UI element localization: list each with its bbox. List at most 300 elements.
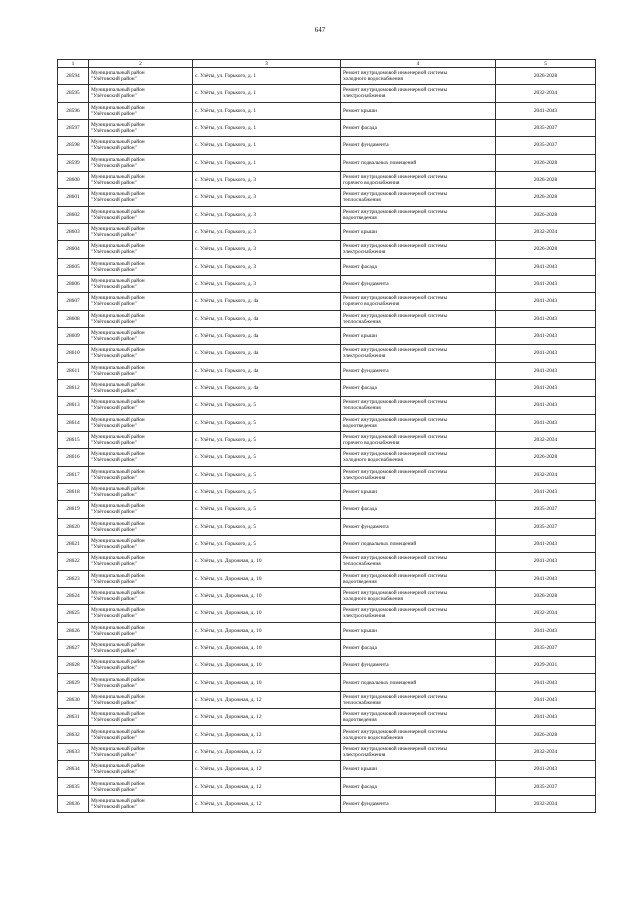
work-type-line: Ремонт подвальных помещений — [343, 679, 417, 686]
work-type-line: Ремонт подвальных помещений — [343, 541, 417, 548]
work-type-line: Ремонт фасада — [343, 506, 377, 513]
municipality-line: Муниципальный район — [91, 641, 145, 648]
address-cell: с. Улёты, ул. Горького, д. 3 — [193, 223, 341, 240]
municipality-line: "Улётовский район" — [91, 110, 137, 117]
row-number-cell: 28605 — [58, 258, 89, 275]
table-row — [58, 605, 596, 622]
address-cell: с. Улёты, ул. Горького, д. 4а — [193, 293, 341, 310]
work-type-line: Ремонт внутридомовой инженерной системы — [343, 693, 448, 700]
municipality-cell — [89, 189, 193, 206]
table-row — [58, 171, 596, 188]
work-type-line: электроснабжения — [343, 93, 386, 100]
work-type-cell — [341, 761, 496, 778]
municipality-line: Муниципальный район — [91, 312, 145, 319]
work-type-line: Ремонт подвальных помещений — [343, 159, 417, 166]
period-cell: 2041-2043 — [496, 397, 596, 414]
municipality-line: Муниципальный район — [91, 676, 145, 683]
address-cell: с. Улёты, ул. Дорожная, д. 12 — [193, 761, 341, 778]
municipality-line: "Улётовский район" — [91, 699, 137, 706]
work-type-line: теплоснабжения — [343, 405, 381, 412]
municipality-cell — [89, 518, 193, 535]
work-type-cell — [341, 119, 496, 136]
municipality-cell — [89, 726, 193, 743]
row-number-cell: 28626 — [58, 622, 89, 639]
address-cell: с. Улёты, ул. Дорожная, д. 12 — [193, 778, 341, 795]
municipality-line: Муниципальный район — [91, 278, 145, 285]
municipality-line: "Улётовский район" — [91, 370, 137, 377]
municipality-line: "Улётовский район" — [91, 266, 137, 273]
work-type-line: водоотведения — [343, 717, 377, 724]
municipality-cell — [89, 171, 193, 188]
municipality-line: "Улётовский район" — [91, 751, 137, 758]
work-type-cell — [341, 657, 496, 674]
period-cell: 2041-2043 — [496, 258, 596, 275]
municipality-line: "Улётовский район" — [91, 457, 137, 464]
table-row — [58, 85, 596, 102]
municipality-cell — [89, 449, 193, 466]
address-cell: с. Улёты, ул. Дорожная, д. 10 — [193, 605, 341, 622]
address-cell: с. Улёты, ул. Горького, д. 5 — [193, 397, 341, 414]
municipality-line: "Улётовский район" — [91, 301, 137, 308]
work-type-line: теплоснабжения — [343, 197, 381, 204]
table-row — [58, 275, 596, 292]
work-type-cell — [341, 154, 496, 171]
work-type-line: Ремонт внутридомовой инженерной системы — [343, 208, 448, 215]
municipality-line: "Улётовский район" — [91, 284, 137, 291]
address-cell: с. Улёты, ул. Горького, д. 3 — [193, 189, 341, 206]
table-row — [58, 241, 596, 258]
table-row — [58, 501, 596, 518]
work-type-line: Ремонт фасада — [343, 263, 377, 270]
table-row — [58, 535, 596, 552]
municipality-line: "Улётовский район" — [91, 526, 137, 533]
work-type-line: Ремонт внутридомовой инженерной системы — [343, 70, 448, 77]
row-number-cell: 28614 — [58, 414, 89, 431]
work-type-cell — [341, 743, 496, 760]
work-type-line: Ремонт внутридомовой инженерной системы — [343, 434, 448, 441]
header-cell-5: 5 — [496, 60, 596, 68]
municipality-line: "Улётовский район" — [91, 76, 137, 83]
municipality-cell — [89, 223, 193, 240]
municipality-line: "Улётовский район" — [91, 544, 137, 551]
row-number-cell: 28611 — [58, 362, 89, 379]
work-type-cell — [341, 258, 496, 275]
address-cell: с. Улёты, ул. Горького, д. 4а — [193, 345, 341, 362]
municipality-line: "Улётовский район" — [91, 336, 137, 343]
municipality-line: "Улётовский район" — [91, 561, 137, 568]
repair-schedule-table — [57, 59, 596, 813]
work-type-cell — [341, 362, 496, 379]
address-cell: с. Улёты, ул. Горького, д. 4а — [193, 310, 341, 327]
period-cell: 2032-2034 — [496, 743, 596, 760]
municipality-cell — [89, 483, 193, 500]
row-number-cell: 28603 — [58, 223, 89, 240]
table-row — [58, 345, 596, 362]
work-type-line: Ремонт фасада — [343, 385, 377, 392]
municipality-line: Муниципальный район — [91, 659, 145, 666]
row-number-cell: 28615 — [58, 431, 89, 448]
municipality-line: "Улётовский район" — [91, 353, 137, 360]
work-type-line: Ремонт крыши — [343, 333, 377, 340]
municipality-cell — [89, 709, 193, 726]
work-type-line: электроснабжения — [343, 613, 386, 620]
table-row — [58, 709, 596, 726]
municipality-cell — [89, 241, 193, 258]
table-row — [58, 310, 596, 327]
municipality-line: "Улётовский район" — [91, 474, 137, 481]
work-type-cell — [341, 275, 496, 292]
work-type-line: горячего водоснабжения — [343, 180, 400, 187]
work-type-cell — [341, 466, 496, 483]
work-type-line: электроснабжения — [343, 751, 386, 758]
period-cell: 2041-2043 — [496, 553, 596, 570]
work-type-cell — [341, 379, 496, 396]
municipality-line: Муниципальный район — [91, 590, 145, 596]
municipality-line: Муниципальный район — [91, 260, 145, 267]
municipality-cell — [89, 639, 193, 656]
municipality-line: Муниципальный район — [91, 208, 145, 215]
table-row — [58, 518, 596, 535]
municipality-line: "Улётовский район" — [91, 578, 137, 585]
work-type-cell — [341, 778, 496, 795]
table-row — [58, 223, 596, 240]
period-cell: 2041-2043 — [496, 275, 596, 292]
municipality-line: "Улётовский район" — [91, 734, 137, 741]
work-type-line: теплоснабжения — [343, 699, 381, 706]
row-number-cell: 28619 — [58, 501, 89, 518]
address-cell: с. Улёты, ул. Горького, д. 3 — [193, 206, 341, 223]
table-row — [58, 327, 596, 344]
work-type-cell — [341, 171, 496, 188]
address-cell: с. Улёты, ул. Горького, д. 3 — [193, 258, 341, 275]
municipality-line: "Улётовский район" — [91, 180, 137, 187]
municipality-line: Муниципальный район — [91, 451, 145, 458]
work-type-line: Ремонт крыши — [343, 229, 377, 236]
municipality-cell — [89, 466, 193, 483]
work-type-line: холодного водоснабжения — [343, 734, 403, 741]
work-type-line: водоотведения — [343, 578, 377, 585]
address-cell: с. Улёты, ул. Горького, д. 1 — [193, 154, 341, 171]
row-number-cell: 28597 — [58, 119, 89, 136]
work-type-line: холодного водоснабжения — [343, 457, 403, 464]
table-row — [58, 483, 596, 500]
row-number-cell: 28618 — [58, 483, 89, 500]
address-cell: с. Улёты, ул. Дорожная, д. 12 — [193, 726, 341, 743]
period-cell: 2026-2028 — [496, 206, 596, 223]
row-number-cell: 28622 — [58, 553, 89, 570]
work-type-cell — [341, 501, 496, 518]
municipality-cell — [89, 258, 193, 275]
table-row — [58, 68, 596, 85]
work-type-cell — [341, 431, 496, 448]
work-type-cell — [341, 449, 496, 466]
work-type-line: Ремонт фундамента — [343, 367, 389, 374]
work-type-line: водоотведения — [343, 422, 377, 429]
work-type-cell — [341, 483, 496, 500]
municipality-cell — [89, 102, 193, 119]
work-type-line: Ремонт фундамента — [343, 142, 389, 149]
municipality-cell — [89, 293, 193, 310]
municipality-line: Муниципальный район — [91, 295, 145, 302]
period-cell: 2041-2043 — [496, 293, 596, 310]
municipality-line: "Улётовский район" — [91, 596, 137, 602]
work-type-cell — [341, 206, 496, 223]
work-type-cell — [341, 85, 496, 102]
municipality-cell — [89, 691, 193, 708]
work-type-line: Ремонт фундамента — [343, 523, 389, 530]
row-number-cell: 28627 — [58, 639, 89, 656]
municipality-line: "Улётовский район" — [91, 717, 137, 724]
address-cell: с. Улёты, ул. Дорожная, д. 12 — [193, 795, 341, 812]
header-cell-2: 2 — [89, 60, 193, 68]
work-type-cell — [341, 293, 496, 310]
municipality-cell — [89, 275, 193, 292]
row-number-cell: 28594 — [58, 68, 89, 85]
work-type-cell — [341, 553, 496, 570]
work-type-line: Ремонт внутридомовой инженерной системы — [343, 745, 448, 752]
row-number-cell: 28598 — [58, 137, 89, 154]
address-cell: с. Улёты, ул. Горького, д. 5 — [193, 449, 341, 466]
page-number: 647 — [314, 26, 326, 34]
period-cell: 2032-2034 — [496, 605, 596, 622]
address-cell: с. Улёты, ул. Дорожная, д. 12 — [193, 743, 341, 760]
work-type-line: электроснабжения — [343, 353, 386, 360]
address-cell: с. Улёты, ул. Дорожная, д. 10 — [193, 570, 341, 587]
row-number-cell: 28604 — [58, 241, 89, 258]
municipality-cell — [89, 85, 193, 102]
municipality-cell — [89, 587, 193, 604]
address-cell: с. Улёты, ул. Дорожная, д. 10 — [193, 622, 341, 639]
table-row — [58, 795, 596, 812]
municipality-line: Муниципальный район — [91, 226, 145, 233]
municipality-line: Муниципальный район — [91, 382, 145, 389]
municipality-line: "Улётовский район" — [91, 145, 137, 152]
work-type-cell — [341, 795, 496, 812]
municipality-cell — [89, 778, 193, 795]
row-number-cell: 28599 — [58, 154, 89, 171]
municipality-cell — [89, 605, 193, 622]
municipality-line: "Улётовский район" — [91, 249, 137, 256]
table-row — [58, 206, 596, 223]
work-type-cell — [341, 68, 496, 85]
period-cell: 2041-2043 — [496, 674, 596, 691]
municipality-cell — [89, 674, 193, 691]
address-cell: с. Улёты, ул. Горького, д. 5 — [193, 518, 341, 535]
municipality-line: Муниципальный район — [91, 728, 145, 735]
work-type-line: Ремонт внутридомовой инженерной системы — [343, 347, 448, 354]
municipality-cell — [89, 137, 193, 154]
municipality-line: "Улётовский район" — [91, 440, 137, 447]
period-cell: 2026-2028 — [496, 449, 596, 466]
work-type-line: водоотведения — [343, 214, 377, 221]
address-cell: с. Улёты, ул. Горького, д. 1 — [193, 102, 341, 119]
work-type-line: Ремонт внутридомовой инженерной системы — [343, 399, 448, 406]
row-number-cell: 28616 — [58, 449, 89, 466]
row-number-cell: 28628 — [58, 657, 89, 674]
municipality-line: Муниципальный район — [91, 416, 145, 423]
row-number-cell: 28632 — [58, 726, 89, 743]
municipality-line: Муниципальный район — [91, 364, 145, 371]
work-type-line: Ремонт фасада — [343, 125, 377, 132]
address-cell: с. Улёты, ул. Горького, д. 1 — [193, 119, 341, 136]
period-cell: 2041-2043 — [496, 535, 596, 552]
municipality-line: Муниципальный район — [91, 711, 145, 718]
municipality-line: Муниципальный район — [91, 520, 145, 527]
work-type-line: Ремонт фундамента — [343, 800, 389, 807]
municipality-line: "Улётовский район" — [91, 162, 137, 169]
municipality-cell — [89, 501, 193, 518]
municipality-cell — [89, 68, 193, 85]
address-cell: с. Улёты, ул. Дорожная, д. 12 — [193, 709, 341, 726]
header-cell-4: 4 — [341, 60, 496, 68]
work-type-line: электроснабжения — [343, 249, 386, 256]
period-cell: 2035-2037 — [496, 137, 596, 154]
work-type-line: горячего водоснабжения — [343, 440, 400, 447]
address-cell: с. Улёты, ул. Горького, д. 5 — [193, 466, 341, 483]
period-cell: 2026-2028 — [496, 154, 596, 171]
address-cell: с. Улёты, ул. Горького, д. 5 — [193, 414, 341, 431]
work-type-cell — [341, 587, 496, 604]
row-number-cell: 28612 — [58, 379, 89, 396]
period-cell: 2035-2037 — [496, 119, 596, 136]
work-type-cell — [341, 102, 496, 119]
address-cell: с. Улёты, ул. Горького, д. 5 — [193, 501, 341, 518]
row-number-cell: 28596 — [58, 102, 89, 119]
address-cell: с. Улёты, ул. Горького, д. 4а — [193, 379, 341, 396]
municipality-line: Муниципальный район — [91, 104, 145, 111]
municipality-line: "Улётовский район" — [91, 613, 137, 620]
municipality-line: Муниципальный район — [91, 243, 145, 250]
period-cell: 2041-2043 — [496, 691, 596, 708]
municipality-line: "Улётовский район" — [91, 665, 137, 672]
work-type-line: Ремонт внутридомовой инженерной системы — [343, 243, 448, 250]
municipality-line: "Улётовский район" — [91, 214, 137, 221]
address-cell: с. Улёты, ул. Дорожная, д. 12 — [193, 691, 341, 708]
period-cell: 2041-2043 — [496, 362, 596, 379]
work-type-line: Ремонт внутридомовой инженерной системы — [343, 728, 448, 735]
work-type-cell — [341, 345, 496, 362]
municipality-line: "Улётовский район" — [91, 422, 137, 429]
period-cell: 2026-2028 — [496, 171, 596, 188]
work-type-line: Ремонт внутридомовой инженерной системы — [343, 590, 448, 596]
municipality-line: Муниципальный район — [91, 139, 145, 146]
table-row — [58, 570, 596, 587]
municipality-cell — [89, 622, 193, 639]
municipality-cell — [89, 657, 193, 674]
table-row — [58, 639, 596, 656]
address-cell: с. Улёты, ул. Дорожная, д. 10 — [193, 657, 341, 674]
municipality-cell — [89, 431, 193, 448]
table-row — [58, 102, 596, 119]
work-type-line: Ремонт внутридомовой инженерной системы — [343, 416, 448, 423]
work-type-line: теплоснабжения — [343, 318, 381, 325]
table-row — [58, 674, 596, 691]
municipality-line: Муниципальный район — [91, 330, 145, 337]
table-row — [58, 553, 596, 570]
work-type-cell — [341, 518, 496, 535]
municipality-line: Муниципальный район — [91, 347, 145, 354]
period-cell: 2035-2037 — [496, 518, 596, 535]
work-type-line: Ремонт внутридомовой инженерной системы — [343, 191, 448, 198]
work-type-cell — [341, 691, 496, 708]
municipality-line: Муниципальный район — [91, 607, 145, 614]
work-type-line: Ремонт крыши — [343, 107, 377, 114]
table-body — [58, 68, 596, 813]
address-cell: с. Улёты, ул. Дорожная, д. 10 — [193, 639, 341, 656]
period-cell: 2032-2034 — [496, 466, 596, 483]
address-cell: с. Улёты, ул. Горького, д. 1 — [193, 68, 341, 85]
municipality-line: Муниципальный район — [91, 555, 145, 562]
address-cell: с. Улёты, ул. Дорожная, д. 10 — [193, 553, 341, 570]
period-cell: 2035-2037 — [496, 639, 596, 656]
municipality-cell — [89, 743, 193, 760]
work-type-cell — [341, 622, 496, 639]
period-cell: 2041-2043 — [496, 483, 596, 500]
municipality-cell — [89, 535, 193, 552]
table-row — [58, 431, 596, 448]
period-cell: 2026-2028 — [496, 68, 596, 85]
row-number-cell: 28634 — [58, 761, 89, 778]
municipality-line: Муниципальный район — [91, 797, 145, 804]
work-type-cell — [341, 223, 496, 240]
period-cell: 2041-2043 — [496, 310, 596, 327]
municipality-line: "Улётовский район" — [91, 492, 137, 499]
municipality-cell — [89, 795, 193, 812]
municipality-cell — [89, 206, 193, 223]
row-number-cell: 28609 — [58, 327, 89, 344]
address-cell: с. Улёты, ул. Горького, д. 5 — [193, 431, 341, 448]
table-row — [58, 362, 596, 379]
period-cell: 2032-2034 — [496, 431, 596, 448]
work-type-cell — [341, 310, 496, 327]
row-number-cell: 28610 — [58, 345, 89, 362]
row-number-cell: 28623 — [58, 570, 89, 587]
municipality-line: "Улётовский район" — [91, 197, 137, 204]
municipality-line: Муниципальный район — [91, 572, 145, 579]
work-type-cell — [341, 535, 496, 552]
municipality-cell — [89, 310, 193, 327]
work-type-line: Ремонт фундамента — [343, 662, 389, 669]
municipality-line: "Улётовский район" — [91, 786, 137, 793]
address-cell: с. Улёты, ул. Горького, д. 1 — [193, 137, 341, 154]
municipality-line: "Улётовский район" — [91, 647, 137, 654]
address-cell: с. Улёты, ул. Дорожная, д. 10 — [193, 587, 341, 604]
table-row — [58, 137, 596, 154]
municipality-cell — [89, 397, 193, 414]
municipality-line: Муниципальный район — [91, 486, 145, 493]
period-cell: 2032-2034 — [496, 795, 596, 812]
row-number-cell: 28617 — [58, 466, 89, 483]
work-type-line: Ремонт внутридомовой инженерной системы — [343, 555, 448, 562]
work-type-line: холодного водоснабжения — [343, 596, 403, 602]
municipality-line: "Улётовский район" — [91, 509, 137, 516]
municipality-cell — [89, 327, 193, 344]
table-row — [58, 293, 596, 310]
work-type-line: теплоснабжения — [343, 561, 381, 568]
municipality-cell — [89, 414, 193, 431]
period-cell: 2041-2043 — [496, 327, 596, 344]
municipality-line: Муниципальный район — [91, 191, 145, 198]
table-header-row — [58, 60, 596, 68]
municipality-line: Муниципальный район — [91, 122, 145, 129]
table-row — [58, 449, 596, 466]
municipality-cell — [89, 119, 193, 136]
address-cell: с. Улёты, ул. Горького, д. 5 — [193, 535, 341, 552]
work-type-cell — [341, 414, 496, 431]
row-number-cell: 28635 — [58, 778, 89, 795]
row-number-cell: 28595 — [58, 85, 89, 102]
period-cell: 2035-2037 — [496, 778, 596, 795]
